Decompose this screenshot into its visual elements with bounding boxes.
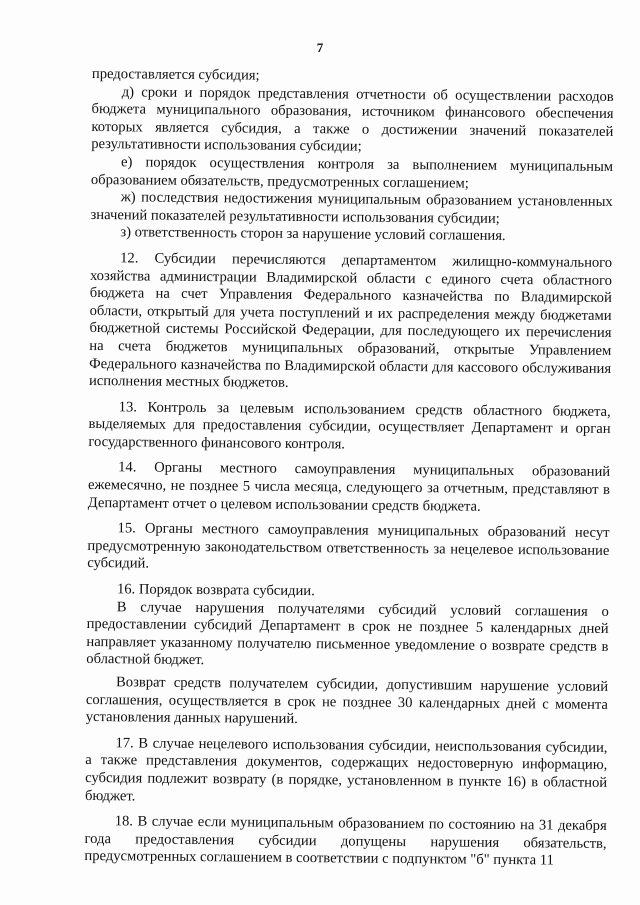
paragraph-item-zh: ж) последствия недостижения муниципальным образованием установленных значений показателей результативности использования субсидии; bbox=[90, 189, 613, 227]
paragraph-16-body-2: Возврат средств получателем субсидии, допустившим нарушение условий соглашения, осуществляется в срок не позднее 30 календарных дней с момента установления данных нарушений. bbox=[85, 674, 609, 728]
paragraph-12: 12. Субсидии перечисляются департаментом жилищно-коммунального хозяйства администрации Владимирской области с единого счета областного бюджета на счет Управления Федерального казначейства по Владимирской области, открытый для учета поступлений и их распределения между бюджетами бюджетной системы Российской Федерации, для последующего их перечисления на счета бюджетов муниципальных образований, открытые Управлением Федерального казначейства по Владимирской области для кассового обслуживания исполнения местных бюджетов. bbox=[88, 250, 613, 391]
paragraph-16-heading: 16. Порядок возврата субсидии. bbox=[116, 581, 315, 600]
paragraph-item-e: е) порядок осуществления контроля за выполнением муниципальным образованием обязательств, предусмотренных соглашением; bbox=[90, 154, 614, 192]
document-body bbox=[84, 66, 614, 871]
paragraph-continuation: предоставляется субсидия; bbox=[91, 66, 260, 84]
paragraph-17: 17. В случае нецелевого использования субсидии, неиспользования субсидии, а также представления документов, содержащих недостоверную информацию, субсидия подлежит возврату (в порядке, установленном в пункте 16) в областной бюджет. bbox=[84, 735, 608, 805]
paragraph-16-body-1: В случае нарушения получателями субсидий условий соглашения о предоставлении субсидий Департамент в срок не позднее 5 календарных дней направляет указанному получателю письменное уведомление о возврате средств в областной бюджет. bbox=[86, 598, 609, 669]
paragraph-item-z: з) ответственность сторон за нарушение условий соглашения. bbox=[120, 224, 506, 245]
paragraph-13: 13. Контроль за целевым использованием средств областного бюджета, выделяемых для предоставления субсидии, осуществляет Департамент и орган государственного финансового контроля. bbox=[88, 398, 611, 453]
paragraph-14: 14. Органы местного самоуправления муниципальных образований ежемесячно, не позднее 5 числа месяца, следующего за отчетным, представляют в Департамент отчет о целевом использовании средств бюджета. bbox=[87, 459, 611, 515]
paragraph-item-d: д) сроки и порядок представления отчетности об осуществлении расходов бюджета муниципального образования, источником финансового обеспечения которых является субсидия, а также о достижении значений показателей результативности использования субсидии; bbox=[91, 83, 614, 155]
paragraph-18: 18. В случае если муниципальным образованием по состоянию на 31 декабря года предоставления субсидии допущены нарушения обязательств, предусмотренных соглашением в соответствии с подпунктом "б" пункта 11 bbox=[84, 813, 607, 869]
paragraph-15: 15. Органы местного самоуправления муниципальных образований несут предусмотренную законодательством ответственность за нецелевое использование субсидий. bbox=[87, 520, 610, 573]
page-number: 7 bbox=[316, 40, 324, 55]
